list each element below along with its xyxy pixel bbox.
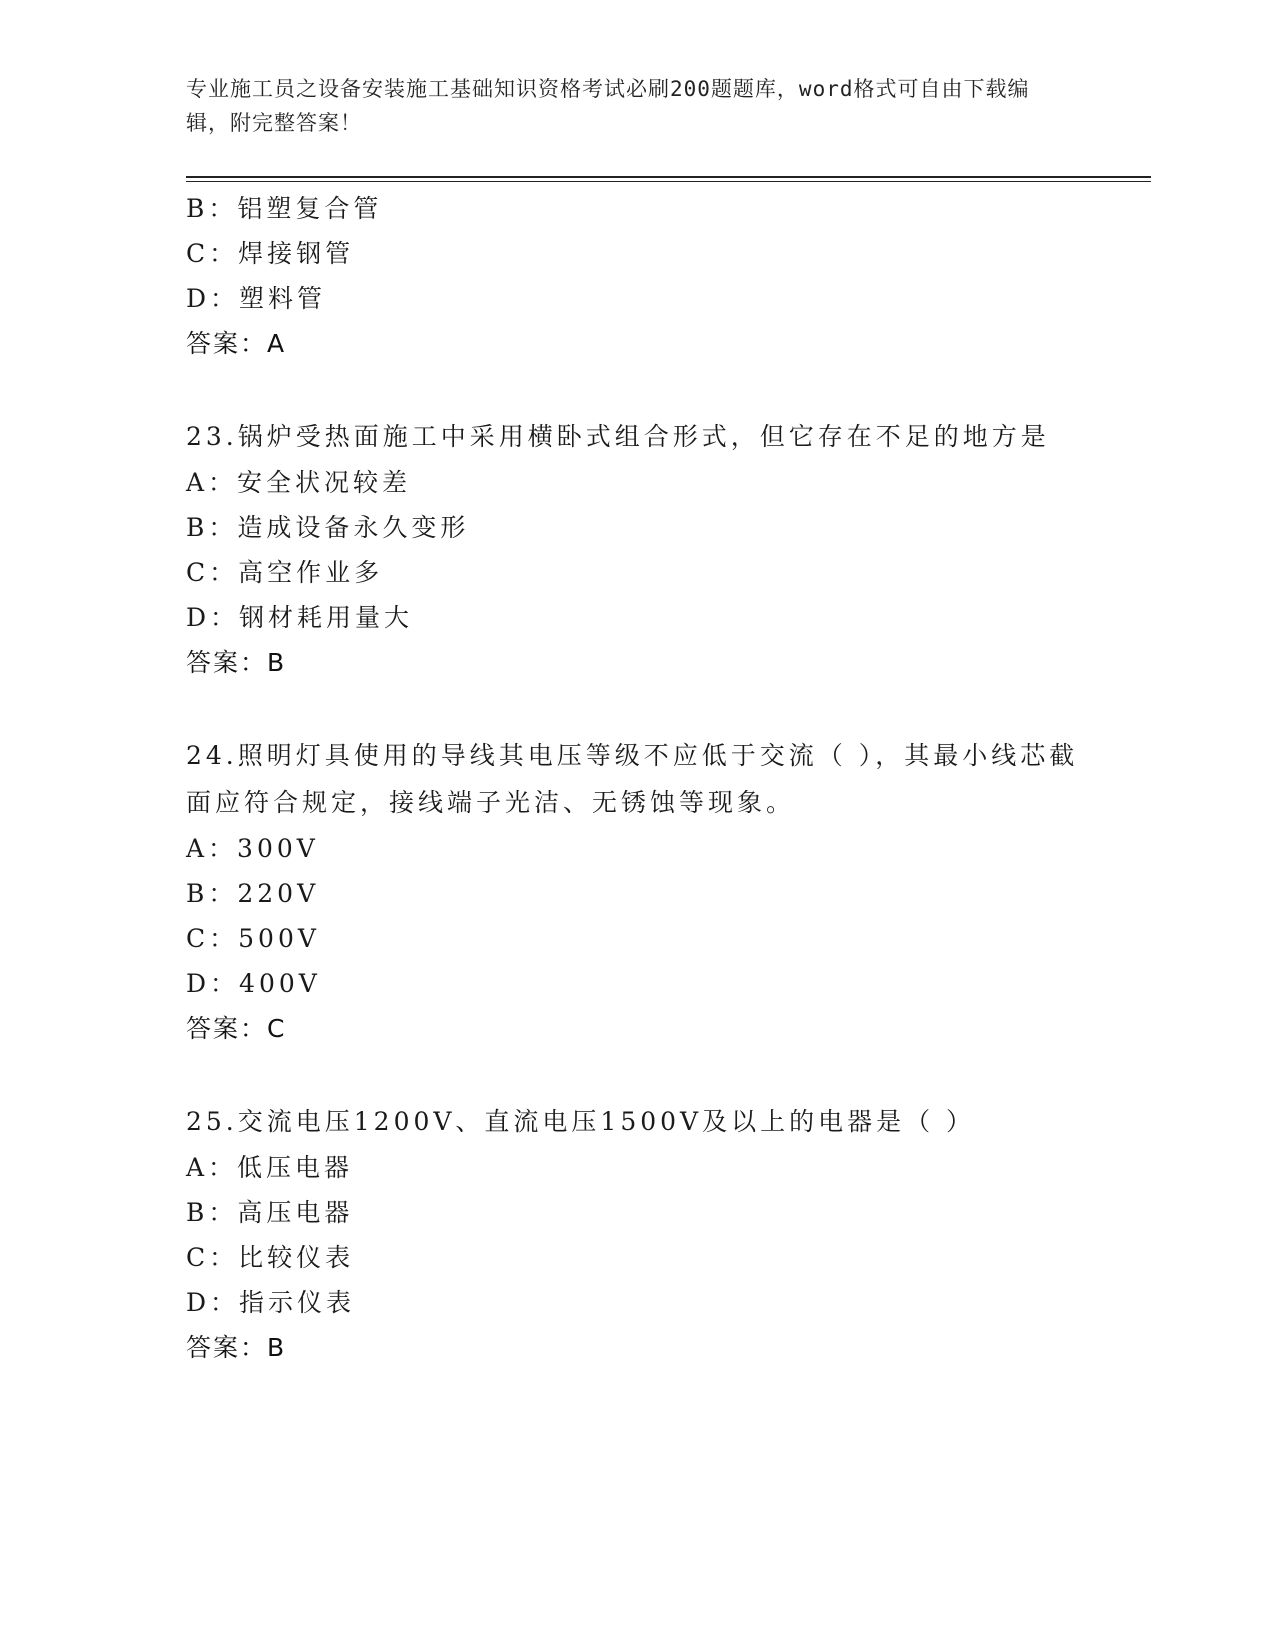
question-24 <box>186 732 1086 1051</box>
option-item: D：塑料管 <box>186 284 327 313</box>
document-header-title: 专业施工员之设备安装施工基础知识资格考试必刷200题题库，word格式可自由下载编辑，附完整答案！ <box>186 77 1030 135</box>
option-item: C：焊接钢管 <box>186 239 355 268</box>
option-item: D：钢材耗用量大 <box>186 603 414 632</box>
option-item: D：指示仪表 <box>186 1288 356 1317</box>
spacer <box>186 366 1086 413</box>
question-25 <box>186 1098 1086 1370</box>
question-23 <box>186 413 1086 685</box>
option-item: B：高压电器 <box>186 1198 354 1227</box>
option-item: B：220V <box>186 879 320 908</box>
option-item: A：安全状况较差 <box>186 468 412 497</box>
spacer <box>186 685 1086 732</box>
question-22-continued <box>186 186 1086 366</box>
option-item: A：300V <box>186 834 319 863</box>
option-item: B：铝塑复合管 <box>186 194 383 223</box>
answer-line: 答案：A <box>186 329 287 358</box>
answer-line: 答案：B <box>186 648 287 677</box>
option-item: C：500V <box>186 924 320 953</box>
option-item: C：高空作业多 <box>186 558 384 587</box>
question-stem: 24.照明灯具使用的导线其电压等级不应低于交流（ ），其最小线芯截面应符合规定，接线端子光洁、无锈蚀等现象。 <box>186 741 1079 817</box>
header-divider-thick <box>186 176 1151 178</box>
option-item: D：400V <box>186 969 321 998</box>
option-item: C：比较仪表 <box>186 1243 355 1272</box>
question-stem: 23.锅炉受热面施工中采用横卧式组合形式，但它存在不足的地方是 <box>186 422 1050 451</box>
option-item: B：造成设备永久变形 <box>186 513 470 542</box>
spacer <box>186 1051 1086 1098</box>
question-list <box>186 186 1086 1370</box>
question-stem: 25.交流电压1200V、直流电压1500V及以上的电器是（ ） <box>186 1107 976 1136</box>
option-item: A：低压电器 <box>186 1153 354 1182</box>
answer-line: 答案：B <box>186 1333 287 1362</box>
header-divider-thin <box>186 181 1151 182</box>
answer-line: 答案：C <box>186 1014 287 1043</box>
